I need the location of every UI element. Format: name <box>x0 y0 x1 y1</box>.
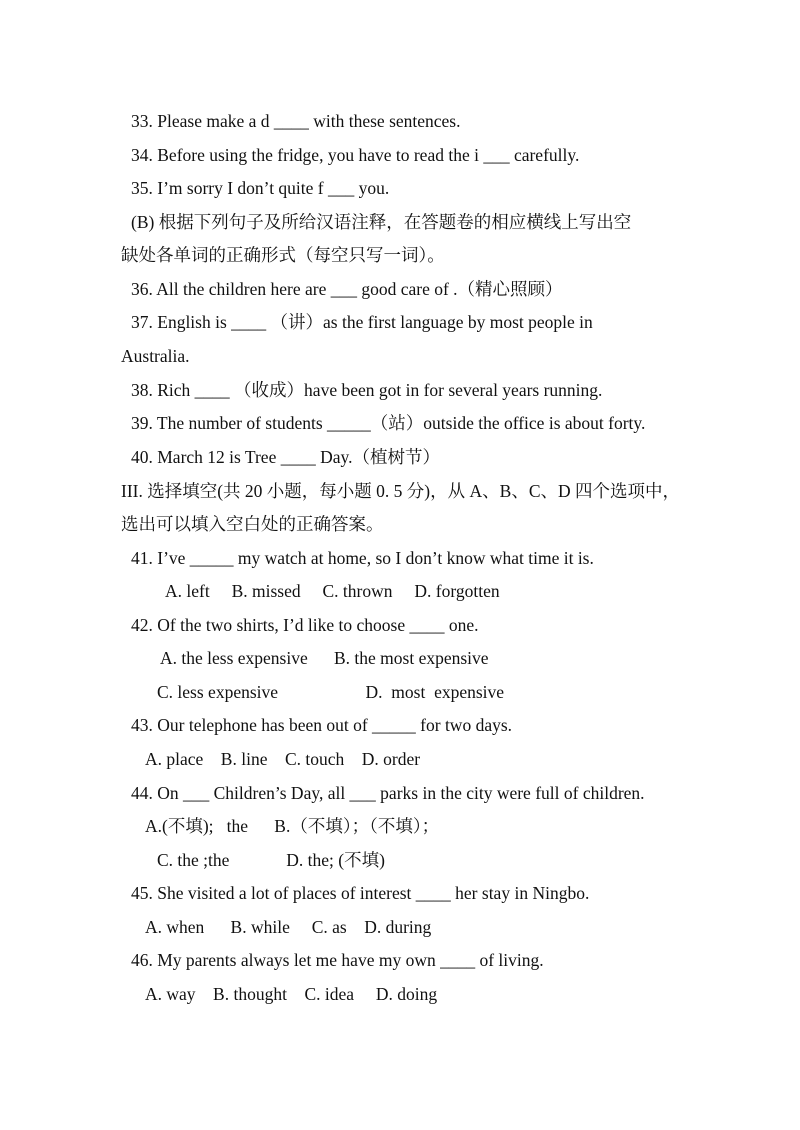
question-42-options-ab: A. the less expensive B. the most expensive <box>160 648 489 668</box>
section-b-instructions: (B) 根据下列句子及所给汉语注释，在答题卷的相应横线上写出空 <box>131 212 632 232</box>
question-37: 37. English is ____ （讲）as the first language by most people in <box>131 312 593 332</box>
question-44-options-cd: C. the ;the D. the; (不填) <box>157 850 385 870</box>
section-iii-heading-cont: 选出可以填入空白处的正确答案。 <box>121 514 384 534</box>
question-41: 41. I’ve _____ my watch at home, so I don’t know what time it is. <box>131 548 594 568</box>
question-43-options: A. place B. line C. touch D. order <box>145 749 421 769</box>
question-42: 42. Of the two shirts, I’d like to choose ____ one. <box>131 615 479 635</box>
question-45: 45. She visited a lot of places of interest ____ her stay in Ningbo. <box>131 883 590 903</box>
question-39: 39. The number of students _____（站）outside the office is about forty. <box>131 413 646 433</box>
question-35: 35. I’m sorry I don’t quite f ___ you. <box>131 178 390 198</box>
question-44-options-ab: A.(不填); the B.（不填）；（不填）； <box>145 816 440 836</box>
question-40: 40. March 12 is Tree ____ Day.（植树节） <box>131 447 440 467</box>
question-46-options: A. way B. thought C. idea D. doing <box>145 984 438 1004</box>
question-36: 36. All the children here are ___ good care of .（精心照顾） <box>131 279 563 299</box>
question-46: 46. My parents always let me have my own ____ of living. <box>131 950 544 970</box>
question-33: 33. Please make a d ____ with these sentences. <box>131 111 461 131</box>
question-45-options: A. when B. while C. as D. during <box>145 917 432 937</box>
section-b-instructions-cont: 缺处各单词的正确形式（每空只写一词）。 <box>121 245 445 265</box>
question-43: 43. Our telephone has been out of _____ for two days. <box>131 715 513 735</box>
question-41-options: A. left B. missed C. thrown D. forgotten <box>165 581 500 601</box>
question-42-options-cd: C. less expensive D. most expensive <box>157 682 505 702</box>
question-34: 34. Before using the fridge, you have to read the i ___ carefully. <box>131 145 580 165</box>
question-44: 44. On ___ Children’s Day, all ___ parks in the city were full of children. <box>131 783 645 803</box>
question-37-cont: Australia. <box>121 346 190 366</box>
section-iii-heading: III. 选择填空(共 20 小题，每小题 0. 5 分)，从 A、B、C、D 四个选项中， <box>121 481 681 501</box>
question-38: 38. Rich ____ （收成）have been got in for several years running. <box>131 380 603 400</box>
